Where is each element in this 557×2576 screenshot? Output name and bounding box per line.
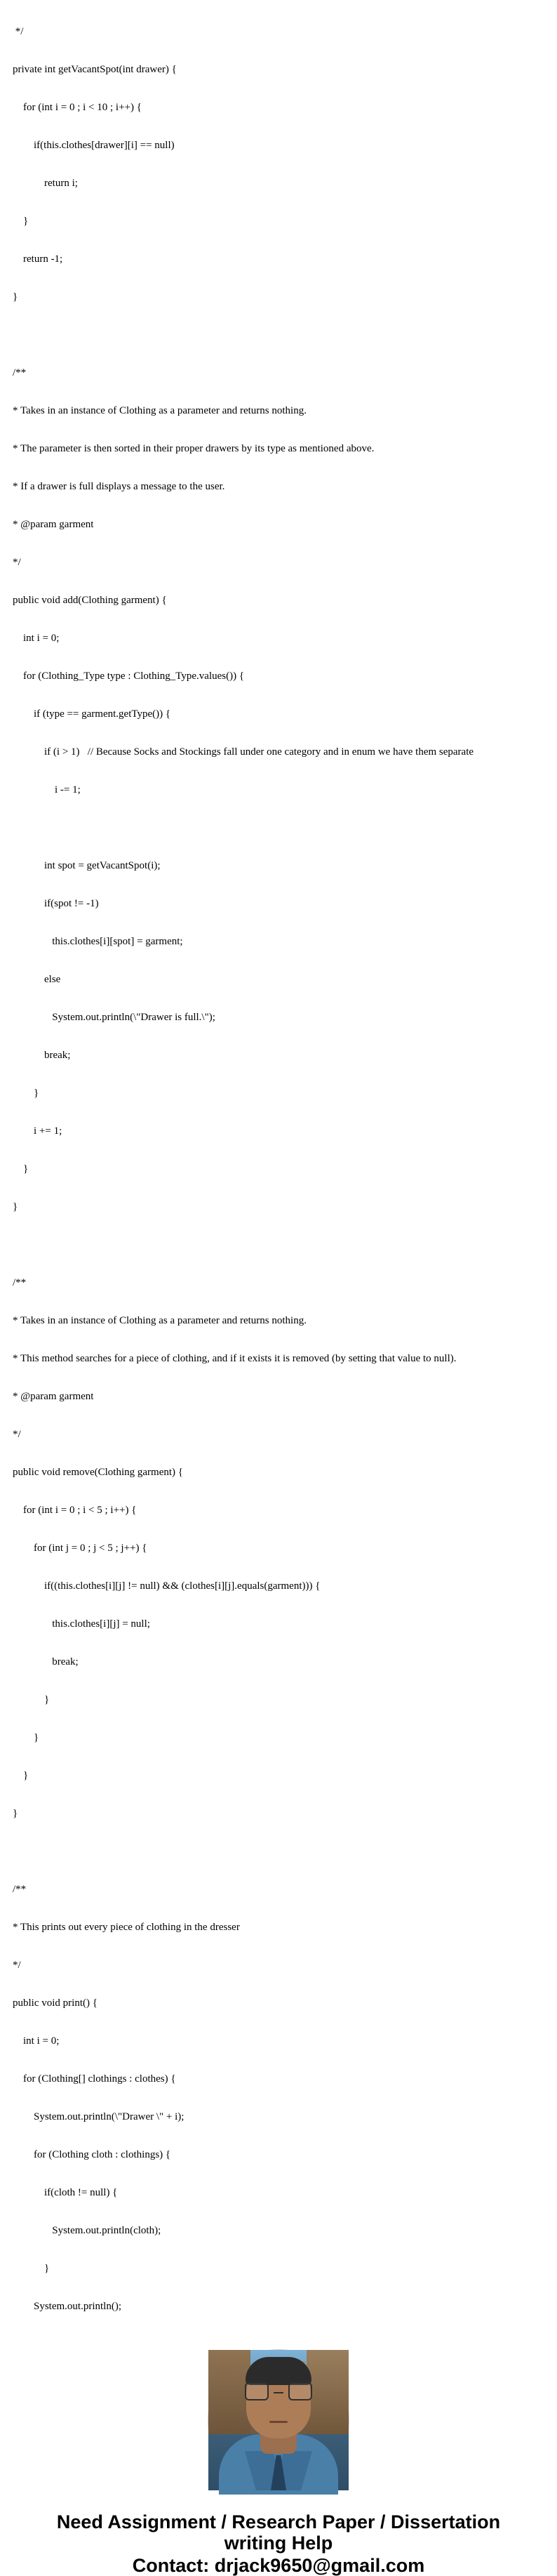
code-line: * This prints out every piece of clothing in the dresser (13, 1922, 240, 1933)
code-line: for (int i = 0 ; i < 5 ; i++) { (13, 1505, 137, 1516)
code-line: int i = 0; (13, 2035, 60, 2047)
code-line: System.out.println(\"Drawer is full.\"); (13, 1012, 215, 1023)
code-line: System.out.println(\"Drawer \" + i); (13, 2111, 184, 2122)
code-line: for (Clothing_Type type : Clothing_Type.values()) { (13, 671, 245, 682)
code-line: } (13, 1088, 39, 1099)
code-line: } (13, 1770, 29, 1781)
eyeglasses-bridge-icon (274, 2392, 283, 2393)
code-line: if (type == garment.getType()) { (13, 708, 171, 720)
code-line: if(cloth != null) { (13, 2187, 118, 2198)
code-line: } (13, 216, 29, 227)
code-line: * Takes in an instance of Clothing as a parameter and returns nothing. (13, 405, 307, 416)
code-line: /** (13, 1884, 27, 1895)
java-code-block (13, 0, 544, 2332)
code-line: * Takes in an instance of Clothing as a parameter and returns nothing. (13, 1315, 307, 1326)
code-line: if(spot != -1) (13, 898, 99, 909)
promo-line-2: writing Help (224, 2532, 333, 2554)
promo-contact-line: Contact: drjack9650@gmail.com (132, 2555, 425, 2576)
code-line: return -1; (13, 253, 63, 265)
code-line: } (13, 1808, 18, 1819)
person-hair (246, 2357, 311, 2385)
code-line: } (13, 1694, 50, 1705)
code-line: else (13, 974, 61, 985)
code-line (13, 1845, 544, 1858)
code-line: break; (13, 1656, 79, 1667)
code-line: * @param garment (13, 1391, 94, 1402)
code-line: if (i > 1) // Because Socks and Stockings fall under one category and in enum we have them separate (13, 746, 474, 758)
code-line: int spot = getVacantSpot(i); (13, 860, 161, 871)
code-line: } (13, 1732, 39, 1743)
code-line: if(this.clothes[drawer][i] == null) (13, 140, 175, 151)
code-line: private int getVacantSpot(int drawer) { (13, 64, 177, 75)
avatar (208, 2350, 349, 2490)
code-line: public void remove(Clothing garment) { (13, 1467, 183, 1478)
code-line: } (13, 2263, 50, 2274)
code-line: */ (13, 1429, 21, 1440)
code-line: System.out.println(cloth); (13, 2225, 161, 2236)
portrait-photo-container (13, 2350, 544, 2490)
promo-line-1: Need Assignment / Research Paper / Dissertation (56, 2511, 501, 2532)
code-line: for (Clothing[] clothings : clothes) { (13, 2073, 176, 2085)
code-line (13, 1239, 544, 1251)
eyeglasses-left-lens-icon (245, 2382, 269, 2400)
code-line: * @param garment (13, 519, 94, 530)
code-line: */ (13, 26, 24, 37)
code-line-clipped: System.out.println(); (13, 2301, 121, 2312)
code-line: * If a drawer is full displays a message to the user. (13, 481, 225, 492)
code-line: } (13, 291, 18, 303)
code-line: for (Clothing cloth : clothings) { (13, 2149, 171, 2160)
photo-background-wall-left (208, 2350, 250, 2437)
promo-block (13, 2511, 544, 2576)
code-line: /** (13, 1277, 27, 1288)
code-line: */ (13, 557, 21, 568)
code-line: int i = 0; (13, 633, 60, 644)
code-line: this.clothes[i][j] = null; (13, 1618, 150, 1630)
code-line (13, 329, 544, 341)
code-line: /** (13, 367, 27, 378)
code-line: if((this.clothes[i][j] != null) && (clothes[i][j].equals(garment))) { (13, 1580, 321, 1592)
code-line: for (int i = 0 ; i < 10 ; i++) { (13, 102, 142, 113)
code-line (13, 821, 544, 834)
code-line: public void print() { (13, 1997, 98, 2009)
eyeglasses-right-lens-icon (288, 2382, 312, 2400)
code-line: * The parameter is then sorted in their proper drawers by its type as mentioned above. (13, 443, 375, 454)
code-line: for (int j = 0 ; j < 5 ; j++) { (13, 1543, 147, 1554)
code-line: this.clothes[i][spot] = garment; (13, 936, 183, 947)
code-line: i -= 1; (13, 784, 81, 795)
code-line: break; (13, 1050, 71, 1061)
code-line: public void add(Clothing garment) { (13, 595, 167, 606)
code-line: * This method searches for a piece of clothing, and if it exists it is removed (by setting that value to null). (13, 1353, 457, 1364)
code-line: */ (13, 1960, 21, 1971)
code-line: } (13, 1201, 18, 1213)
person-mouth (269, 2421, 288, 2423)
code-line: i += 1; (13, 1125, 62, 1137)
photo-background-wall-right (307, 2350, 349, 2437)
code-line: } (13, 1163, 29, 1175)
code-line: return i; (13, 178, 78, 189)
